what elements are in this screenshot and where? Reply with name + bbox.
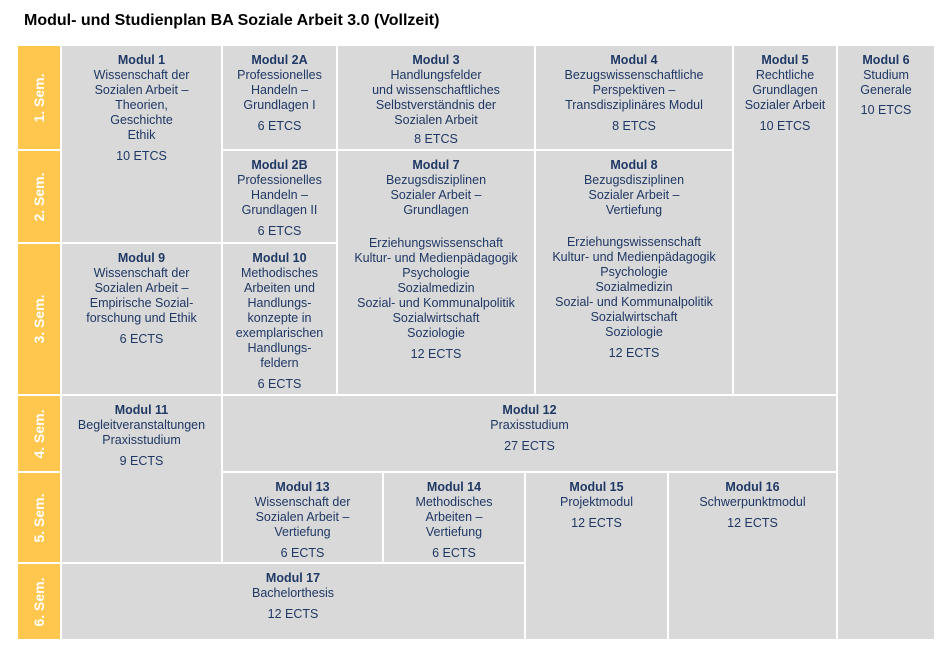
module-8 bbox=[535, 150, 733, 395]
study-plan-grid bbox=[17, 45, 935, 640]
module-description: Schwerpunktmodul bbox=[699, 495, 806, 509]
module-ects: 6 ECTS bbox=[432, 546, 476, 560]
module-9 bbox=[61, 243, 222, 395]
semester-1-label: 1. Sem. bbox=[17, 45, 61, 150]
module-title: Modul 11 bbox=[114, 403, 169, 417]
module-title: Modul 2A bbox=[251, 53, 308, 67]
module-ects: 6 ECTS bbox=[280, 546, 325, 560]
module-description: Bezugsdisziplinen Sozialer Arbeit – Vertiefung bbox=[583, 173, 685, 217]
module-description: Bezugswissenschaftliche Perspektiven – Transdisziplinäres Modul bbox=[564, 68, 704, 112]
module-description: Handlungsfelder und wissenschaftliches Selbstverständnis der Sozialen Arbeit bbox=[372, 68, 500, 127]
module-ects: 6 ETCS bbox=[257, 224, 302, 238]
module-description: Wissenschaft der Sozialen Arbeit – Vertiefung bbox=[254, 495, 351, 539]
module-13 bbox=[222, 472, 383, 563]
module-ects: 10 ETCS bbox=[759, 119, 811, 133]
module-description: Begleitveranstaltungen Praxisstudium bbox=[77, 418, 206, 447]
semester-5-label: 5. Sem. bbox=[17, 472, 61, 563]
module-3 bbox=[337, 45, 535, 150]
module-11 bbox=[61, 395, 222, 563]
module-subject-list: Erziehungswissenschaft Kultur- und Medienpädagogik Psychologie Sozialmedizin Sozial- und Kommunalpolitik Sozialwirtschaft Soziologie bbox=[552, 235, 716, 339]
module-title: Modul 2B bbox=[251, 158, 308, 172]
module-ects: 10 ETCS bbox=[860, 103, 912, 117]
module-title: Modul 6 bbox=[862, 53, 910, 67]
module-ects: 12 ECTS bbox=[267, 607, 319, 621]
module-description: Projektmodul bbox=[560, 495, 633, 509]
module-description: Professionelles Handeln – Grundlagen I bbox=[237, 68, 322, 112]
module-title: Modul 12 bbox=[502, 403, 557, 417]
module-ects: 6 ETCS bbox=[257, 119, 302, 133]
module-title: Modul 9 bbox=[117, 251, 166, 265]
module-ects: 8 ETCS bbox=[414, 132, 458, 146]
module-title: Modul 10 bbox=[252, 251, 307, 265]
module-subject-list: Erziehungswissenschaft Kultur- und Medienpädagogik Psychologie Sozialmedizin Sozial- und Kommunalpolitik Sozialwirtschaft Soziologie bbox=[354, 236, 518, 340]
semester-3-label: 3. Sem. bbox=[17, 243, 61, 395]
module-title: Modul 5 bbox=[761, 53, 809, 67]
module-ects: 12 ECTS bbox=[727, 516, 778, 530]
module-title: Modul 4 bbox=[610, 53, 658, 67]
module-10 bbox=[222, 243, 337, 395]
module-title: Modul 8 bbox=[610, 158, 658, 172]
module-12 bbox=[222, 395, 837, 472]
module-ects: 12 ECTS bbox=[608, 346, 660, 360]
module-description: Methodisches Arbeiten – Vertiefung bbox=[415, 495, 493, 539]
module-4 bbox=[535, 45, 733, 150]
module-17 bbox=[61, 563, 525, 640]
module-title: Modul 17 bbox=[265, 571, 321, 585]
module-ects: 12 ECTS bbox=[571, 516, 622, 530]
module-title: Modul 1 bbox=[117, 53, 166, 67]
module-6 bbox=[837, 45, 935, 640]
module-description: Bachelorthesis bbox=[252, 586, 334, 600]
module-title: Modul 3 bbox=[412, 53, 460, 67]
module-description: Rechtliche Grundlagen Sozialer Arbeit bbox=[744, 68, 826, 112]
module-2b bbox=[222, 150, 337, 243]
module-ects: 12 ECTS bbox=[410, 347, 462, 361]
module-1 bbox=[61, 45, 222, 243]
module-title: Modul 13 bbox=[275, 480, 330, 494]
module-2a bbox=[222, 45, 337, 150]
module-15 bbox=[525, 472, 668, 640]
module-description: Professionelles Handeln – Grundlagen II bbox=[237, 173, 322, 217]
module-5 bbox=[733, 45, 837, 395]
module-description: Studium Generale bbox=[860, 68, 912, 97]
module-title: Modul 14 bbox=[426, 480, 482, 494]
module-7 bbox=[337, 150, 535, 395]
module-title: Modul 7 bbox=[412, 158, 460, 172]
module-title: Modul 15 bbox=[569, 480, 624, 494]
module-description: Praxisstudium bbox=[490, 418, 569, 432]
page-title: Modul- und Studienplan BA Soziale Arbeit 3.0 (Vollzeit) bbox=[24, 12, 440, 29]
module-ects: 9 ECTS bbox=[119, 454, 164, 468]
module-description: Methodisches Arbeiten und Handlungs- konzepte in exemplarischen Handlungs- feldern bbox=[235, 266, 324, 370]
module-ects: 6 ECTS bbox=[119, 332, 164, 346]
semester-4-label: 4. Sem. bbox=[17, 395, 61, 472]
module-ects: 8 ETCS bbox=[612, 119, 656, 133]
module-description: Bezugsdisziplinen Sozialer Arbeit – Grundlagen bbox=[385, 173, 487, 217]
module-16 bbox=[668, 472, 837, 640]
module-ects: 10 ETCS bbox=[116, 149, 167, 163]
module-description: Wissenschaft der Sozialen Arbeit – Theorien, Geschichte Ethik bbox=[93, 68, 190, 142]
semester-2-label: 2. Sem. bbox=[17, 150, 61, 243]
module-14 bbox=[383, 472, 525, 563]
semester-6-label: 6. Sem. bbox=[17, 563, 61, 640]
module-title: Modul 16 bbox=[725, 480, 780, 494]
module-ects: 6 ECTS bbox=[257, 377, 302, 391]
module-description: Wissenschaft der Sozialen Arbeit – Empirische Sozial- forschung und Ethik bbox=[86, 266, 197, 325]
module-ects: 27 ECTS bbox=[504, 439, 555, 453]
